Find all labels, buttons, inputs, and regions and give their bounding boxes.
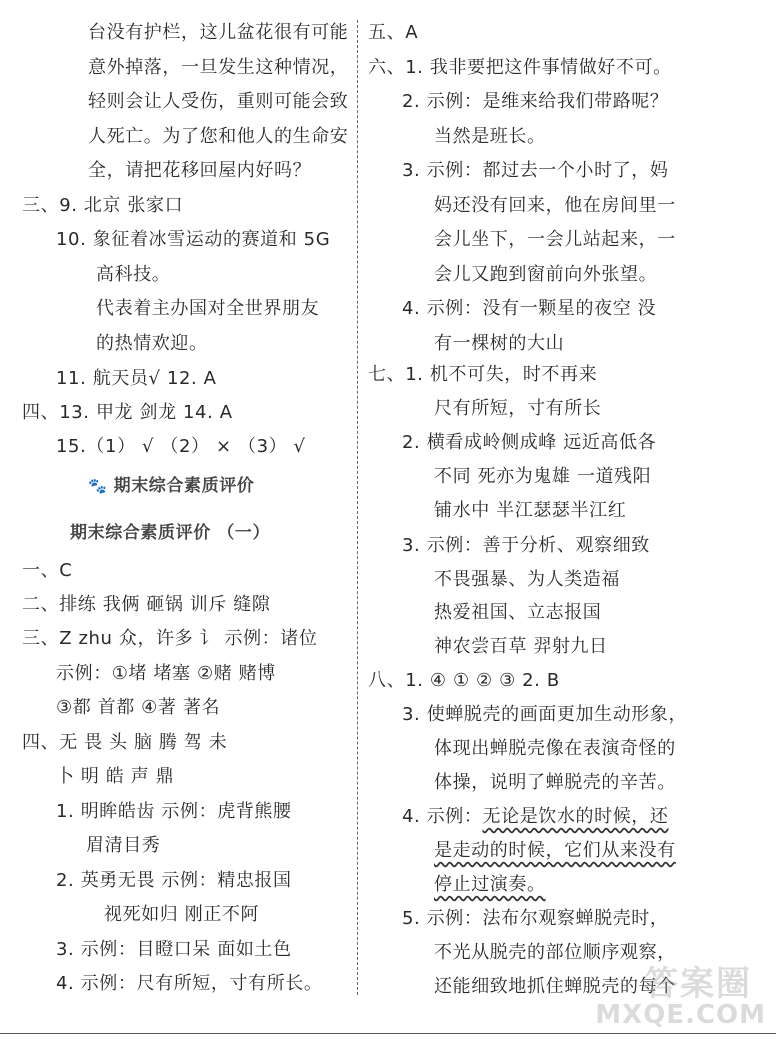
text-line: 四、13. 甲龙 剑龙 14. A xyxy=(22,402,233,423)
text-line: 五、A xyxy=(368,22,419,43)
text-line: 神农尝百草 羿射九日 xyxy=(434,636,608,657)
text-line: 2. 横看成岭侧成峰 远近高低各 xyxy=(402,432,657,453)
text-line: 卜 明 皓 声 鼎 xyxy=(56,766,175,787)
text-line: 妈还没有回来，他在房间里一 xyxy=(434,195,676,216)
text-line: 全，请把花移回屋内好吗？ xyxy=(88,160,312,181)
text-line: 还能细致地抓住蝉脱壳的每个 xyxy=(434,976,676,997)
text-line: 2. 英勇无畏 示例：精忠报国 xyxy=(56,870,292,891)
text-line: 3. 示例：目瞪口呆 面如土色 xyxy=(56,939,292,960)
text-line xyxy=(402,804,669,830)
watermark-url-text: MXQE.COM xyxy=(595,1000,766,1030)
text-line: 不同 死亦为鬼雄 一道残阳 xyxy=(434,466,652,487)
text-line: 视死如归 刚正不阿 xyxy=(104,904,260,925)
text-line: 5. 示例：法布尔观察蝉脱壳时， xyxy=(402,908,669,929)
text-line: 七、1. 机不可失，时不再来 xyxy=(368,364,598,385)
text-line: 3. 使蝉脱壳的画面更加生动形象， xyxy=(402,704,688,725)
text-line: 轻则会让人受伤，重则可能会致 xyxy=(88,91,349,112)
text-line: 人死亡。为了您和他人的生命安 xyxy=(88,126,349,147)
text-line: 体操，说明了蝉脱壳的辛苦。 xyxy=(434,772,676,793)
text-line: 4. 示例：尺有所短，寸有所长。 xyxy=(56,973,323,994)
text-line: 高科技。 xyxy=(96,264,171,285)
text-line: 热爱祖国、立志报国 xyxy=(434,602,602,623)
column-divider xyxy=(357,20,358,995)
text-line: 三、Z zhu 众，许多 讠 示例：诸位 xyxy=(22,628,318,649)
sub-heading: 期末综合素质评价 （一） xyxy=(70,523,271,543)
text-line: 六、1. 我非要把这件事情做好不可。 xyxy=(368,57,672,78)
text-line: 有一棵树的大山 xyxy=(434,333,565,354)
text-line: 二、排练 我俩 砸锅 训斥 缝隙 xyxy=(22,594,271,615)
text-line: 15.（1） √ （2） × （3） √ xyxy=(56,436,306,457)
text-line: 不畏强暴、为人类造福 xyxy=(434,569,620,590)
watermark-top-text: 答案圈 xyxy=(644,964,752,1004)
text-line: 一、C xyxy=(22,560,73,581)
text-line: 眉清目秀 xyxy=(86,835,161,856)
text-line: 的热情欢迎。 xyxy=(96,333,208,354)
text-line: 四、无 畏 头 脑 腾 驾 未 xyxy=(22,732,228,753)
text-line: 意外掉落，一旦发生这种情况， xyxy=(88,57,349,78)
paw-icon: 🐾 xyxy=(88,477,108,495)
section-heading: 🐾 期末综合素质评价 xyxy=(88,476,255,496)
wavy-underlined-text: 无论是饮水的时候，还 xyxy=(482,806,669,827)
text-line: 10. 象征着冰雪运动的赛道和 5G xyxy=(56,229,331,250)
text-line: 代表着主办国对全世界朋友 xyxy=(96,298,320,319)
text-line: 铺水中 半江瑟瑟半江红 xyxy=(434,500,627,521)
footer-rule xyxy=(0,1033,776,1034)
wavy-underlined-text: 是走动的时候，它们从来没有 xyxy=(434,840,676,861)
answer-prefix: 4. 示例： xyxy=(402,806,483,827)
text-line: 1. 明眸皓齿 示例：虎背熊腰 xyxy=(56,801,292,822)
text-line: 示例：①堵 堵塞 ②赌 赌博 xyxy=(56,663,276,684)
watermark-logo xyxy=(572,956,772,1036)
text-line: 三、9. 北京 张家口 xyxy=(22,195,184,216)
text-line: 3. 示例：善于分析、观察细致 xyxy=(402,535,650,556)
text-line: 台没有护栏，这儿盆花很有可能 xyxy=(88,22,349,43)
text-line: 八、1. ④ ① ② ③ 2. B xyxy=(368,670,560,691)
text-line: 4. 示例：没有一颗星的夜空 没 xyxy=(402,298,657,319)
text-line: 体现出蝉脱壳像在表演奇怪的 xyxy=(434,738,676,759)
text-line: 3. 示例：都过去一个小时了，妈 xyxy=(402,160,669,181)
text-line: 当然是班长。 xyxy=(434,126,546,147)
text-line: 尺有所短，寸有所长 xyxy=(434,398,602,419)
text-line: 会儿又跑到窗前向外张望。 xyxy=(434,264,658,285)
text-line: 11. 航天员√ 12. A xyxy=(56,368,217,389)
text-line: 会儿坐下，一会儿站起来，一 xyxy=(434,229,676,250)
text-line: 2. 示例：是维来给我们带路呢？ xyxy=(402,91,669,112)
wavy-underlined-text: 停止过演奏。 xyxy=(434,874,546,895)
text-line: 不光从脱壳的部位顺序观察， xyxy=(434,942,676,963)
text-line: ③都 首都 ④著 著名 xyxy=(56,697,221,718)
